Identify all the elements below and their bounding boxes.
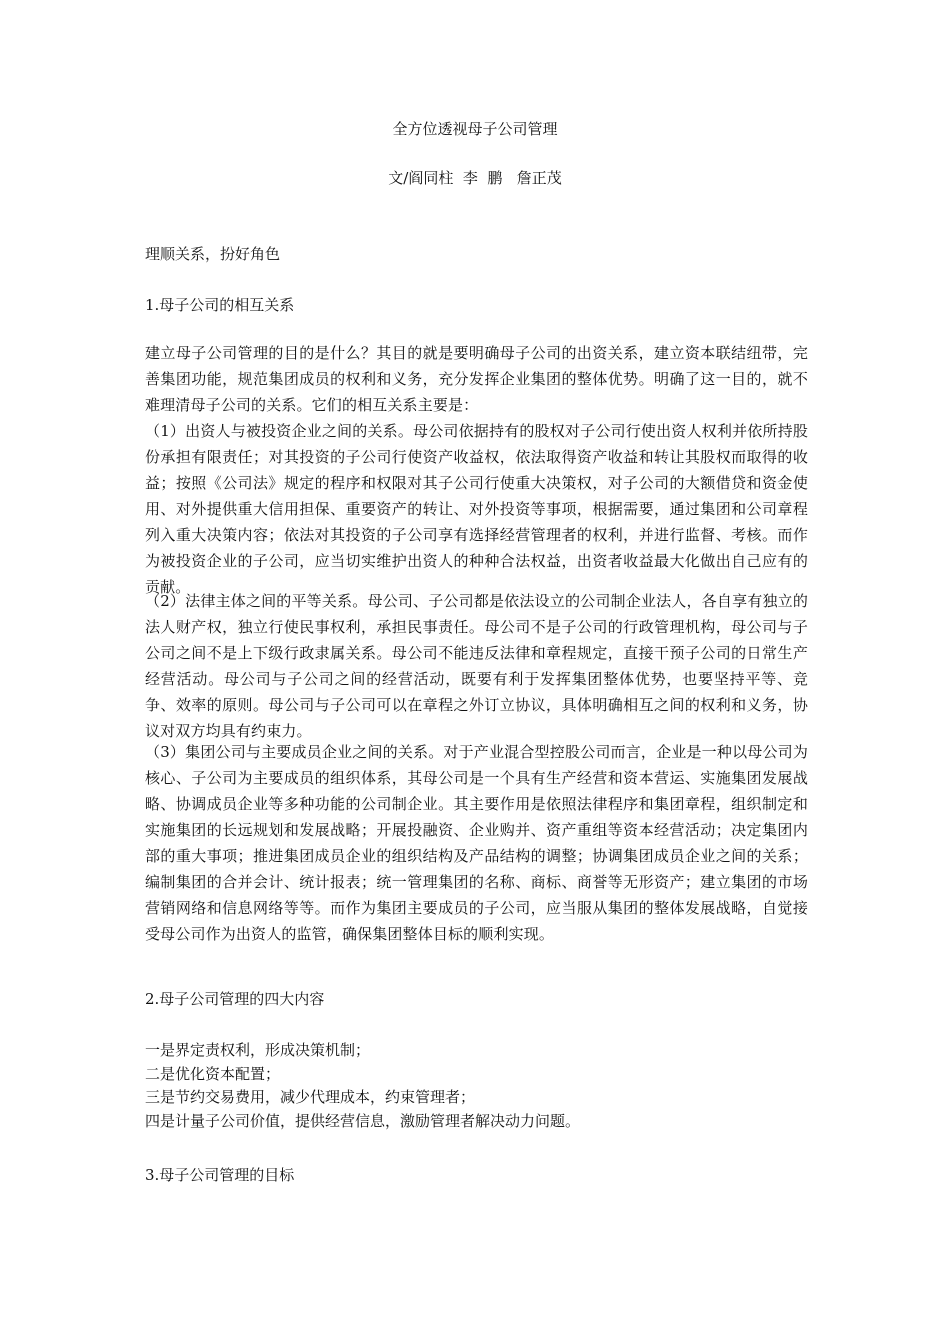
heading-four-contents: 2.母子公司管理的四大内容 — [145, 990, 325, 1008]
paragraph-item-1: （1）出资人与被投资企业之间的关系。母公司依据持有的股权对子公司行使出资人权利并依所持股份承担有限责任；对其投资的子公司行使资产收益权，依法取得资产收益和转让其股权而取得的收益；按照《公司法》规定的程序和权限对其子公司行使重大决策权，对子公司的大额借贷和资金使用、对外提供重大信用担保、重要资产的转让、对外投资等事项，根据需要，通过集团和公司章程列入重大决策内容；依法对其投资的子公司享有选择经营管理者的权利，并进行监督、考核。而作为被投资企业的子公司，应当切实维护出资人的种种合法权益，出资者收益最大化做出自己应有的贡献。 — [145, 422, 808, 596]
list-item: 一是界定责权利，形成决策机制； — [145, 1041, 371, 1059]
heading-management-goals: 3.母子公司管理的目标 — [145, 1166, 295, 1184]
section-intro-heading: 理顺关系，扮好角色 — [145, 245, 281, 263]
paragraph-item-3: （3）集团公司与主要成员企业之间的关系。对于产业混合型控股公司而言，企业是一种以母公司为核心、子公司为主要成员的组织体系，其母公司是一个具有生产经营和资本营运、实施集团发展战略、协调成员企业等多种功能的公司制企业。其主要作用是依照法律程序和集团章程，组织制定和实施集团的长远规划和发展战略；开展投融资、企业购并、资产重组等资本经营活动；决定集团内部的重大事项；推进集团成员企业的组织结构及产品结构的调整；协调集团成员企业之间的关系；编制集团的合并会计、统计报表；统一管理集团的名称、商标、商誉等无形资产；建立集团的市场营销网络和信息网络等等。而作为集团主要成员的子公司，应当服从集团的整体发展战略，自觉接受母公司作为出资人的监管，确保集团整体目标的顺利实现。 — [145, 743, 808, 943]
heading-mutual-relations: 1.母子公司的相互关系 — [145, 296, 295, 314]
list-item: 四是计量子公司价值，提供经营信息，激励管理者解决动力问题。 — [145, 1111, 581, 1130]
paragraph-intro: 建立母子公司管理的目的是什么？其目的就是要明确母子公司的出资关系，建立资本联结纽带，完善集团功能，规范集团成员的权利和义务，充分发挥企业集团的整体优势。明确了这一目的，就不难理清母子公司的关系。它们的相互关系主要是： — [145, 344, 808, 414]
list-item: 二是优化资本配置； — [145, 1064, 281, 1083]
list-item: 三是节约交易费用，减少代理成本，约束管理者； — [145, 1088, 476, 1106]
document-title: 全方位透视母子公司管理 — [392, 120, 558, 138]
four-contents-list — [145, 1039, 808, 1133]
paragraph-item-2: （2）法律主体之间的平等关系。母公司、子公司都是依法设立的公司制企业法人，各自享有独立的法人财产权，独立行使民事权利，承担民事责任。母公司不是子公司的行政管理机构，母公司与子公司之间不是上下级行政隶属关系。母公司不能违反法律和章程规定，直接干预子公司的日常生产经营活动。母公司与子公司之间的经营活动，既要有利于发挥集团整体优势，也要坚持平等、竞争、效率的原则。母公司与子公司可以在章程之外订立协议，具体明确相互之间的权利和义务，协议对双方均具有约束力。 — [145, 592, 808, 740]
document-authors: 文/阎同柱 李 鹏 詹正茂 — [388, 169, 562, 187]
